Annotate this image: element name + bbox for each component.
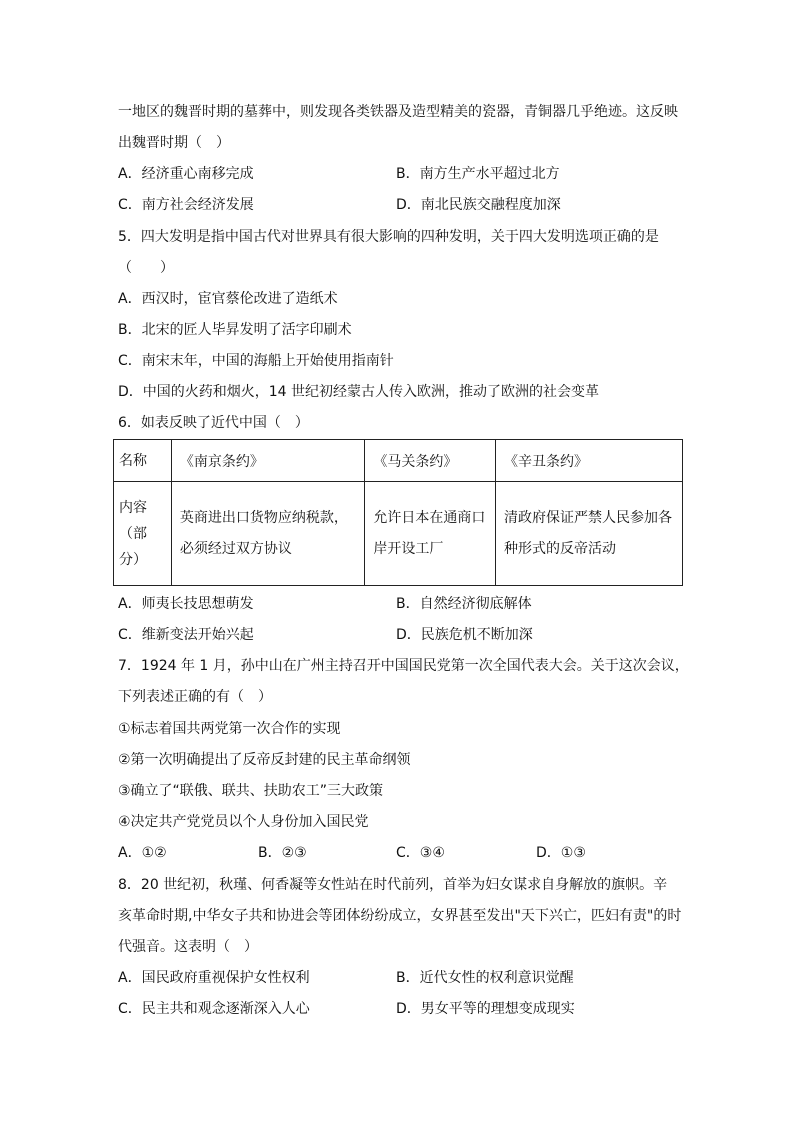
q4-option-c: C．南方社会经济发展 (118, 197, 254, 213)
cell-text-maguan: 允许日本在通商口岸开设工厂 (373, 509, 486, 557)
q5-option-c: C．南宋末年，中国的海船上开始使用指南针 (118, 353, 394, 369)
q4-stem-line2: 出魏晋时期（ ） (118, 135, 230, 151)
q7-option-a: A．①② (118, 845, 167, 861)
table-cell-nanjing (171, 482, 364, 586)
table-header-maguan: 《马关条约》 (365, 440, 496, 482)
cell-text-xinchou: 清政府保证严禁人民参加各种形式的反帝活动 (504, 509, 672, 557)
q6-option-d: D．民族危机不断加深 (396, 627, 533, 643)
q4-option-d: D．南北民族交融程度加深 (396, 197, 561, 213)
q5-stem-line2: （ ） (118, 260, 174, 276)
q7-option-d: D．①③ (536, 845, 586, 861)
q6-option-a: A．师夷长技思想萌发 (118, 596, 254, 612)
q8-stem-line1: 8．20 世纪初，秋瑾、何香凝等女性站在时代前列，首举为妇女谋求自身解放的旗帜。辛 (118, 877, 668, 893)
q7-stem-line2: 下列表述正确的有（ ） (118, 689, 272, 705)
q6-option-c: C．维新变法开始兴起 (118, 627, 254, 643)
q5-option-a: A．西汉时，宦官蔡伦改进了造纸术 (118, 291, 338, 307)
table-cell-xinchou (496, 482, 683, 586)
q8-stem-line2: 亥革命时期,中华女子共和协进会等团体纷纷成立，女界甚至发出"天下兴亡，匹妇有责"的时 (118, 908, 682, 924)
table-content-row (114, 482, 683, 586)
q7-item-1: ①标志着国共两党第一次合作的实现 (118, 721, 341, 737)
table-row-label: 内容（部分） (114, 482, 172, 586)
q7-option-c: C．③④ (396, 845, 445, 861)
table-header-xinchou: 《辛丑条约》 (496, 440, 683, 482)
q7-option-b: B．②③ (258, 845, 307, 861)
table-header-nanjing: 《南京条约》 (171, 440, 364, 482)
table-cell-maguan (365, 482, 496, 586)
q8-option-c: C．民主共和观念逐渐深入人心 (118, 1001, 310, 1017)
q8-option-b: B．近代女性的权利意识觉醒 (396, 970, 574, 986)
table-header-row (114, 440, 683, 482)
q7-item-4: ④决定共产党党员以个人身份加入国民党 (118, 814, 369, 830)
q7-item-2: ②第一次明确提出了反帝反封建的民主革命纲领 (118, 752, 411, 768)
q4-option-b: B．南方生产水平超过北方 (396, 166, 560, 182)
q5-stem-line1: 5．四大发明是指中国古代对世界具有很大影响的四种发明，关于四大发明选项正确的是 (118, 229, 659, 245)
q7-item-3: ③确立了“联俄、联共、扶助农工”三大政策 (118, 783, 384, 799)
q5-option-d: D．中国的火药和烟火，14 世纪初经蒙古人传入欧洲，推动了欧洲的社会变革 (118, 384, 600, 400)
cell-text-nanjing: 英商进出口货物应纳税款，必须经过双方协议 (179, 509, 348, 557)
q7-stem-line1: 7．1924 年 1 月，孙中山在广州主持召开中国国民党第一次全国代表大会。关于这次会议， (118, 658, 689, 674)
q6-option-b: B．自然经济彻底解体 (396, 596, 532, 612)
q6-treaty-table (113, 439, 683, 586)
q4-stem-line1: 一地区的魏晋时期的墓葬中，则发现各类铁器及造型精美的瓷器，青铜器几乎绝迹。这反映 (118, 104, 678, 120)
q8-stem-line3: 代强音。这表明（ ） (118, 939, 258, 955)
q8-option-d: D．男女平等的理想变成现实 (396, 1001, 575, 1017)
table-header-name: 名称 (114, 440, 172, 482)
q5-option-b: B．北宋的匠人毕昇发明了活字印刷术 (118, 322, 352, 338)
q8-option-a: A．国民政府重视保护女性权利 (118, 970, 310, 986)
q6-stem: 6．如表反映了近代中国（ ） (118, 415, 309, 431)
q4-option-a: A．经济重心南移完成 (118, 166, 254, 182)
